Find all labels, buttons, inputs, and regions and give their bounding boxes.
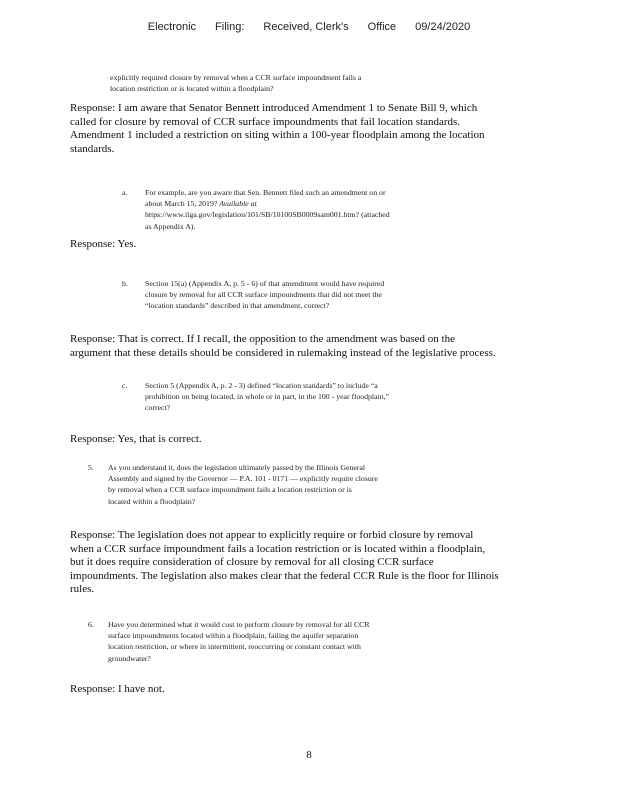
question-6 [88,619,370,664]
response-paragraph [70,102,485,156]
sub-question-c [122,380,389,414]
question-line: correct? [145,403,171,413]
stamp-word: Office [367,21,397,33]
question-line: located within a floodplain? [108,496,196,506]
sub-question-a [122,187,390,232]
stamp-word: Electronic [147,21,197,33]
question-label: c. [122,381,128,390]
response-line: Response: I have not. [70,683,165,695]
response-paragraph [70,433,202,447]
response-line: rules. [70,583,95,595]
question-line: surface impoundments located within a floodplain, failing the aquifer separation [108,631,359,641]
question-line: groundwater? [108,653,151,663]
response-line: impoundments. The legislation also makes clear that the federal CCR Rule is the floor for Illinois [70,569,499,582]
response-paragraph [70,683,165,697]
stamp-word: Received, Clerk's [263,21,349,33]
question-fragment [110,72,361,94]
response-line: but it does require consideration of closure by removal for all closing CCR surface [70,556,434,568]
response-line: Amendment 1 included a restriction on siting within a 100-year floodplain among the location [70,129,485,141]
response-line: Response: Yes, that is correct. [70,433,202,445]
question-line: location restriction or is located within a floodplain? [110,84,274,94]
response-paragraph [70,529,499,597]
question-label: 6. [88,620,94,629]
response-line: called for closure by removal of CCR surface impoundments that fail location standards. [70,115,461,128]
question-label: 5. [88,463,94,472]
question-5 [88,462,378,507]
question-line: Have you determined what it would cost to perform closure by removal for all CCR [108,620,370,629]
response-line: Response: I am aware that Senator Bennett introduced Amendment 1 to Senate Bill 9, which [70,102,478,114]
question-line: “location standards” described in that amendment, correct? [145,301,330,311]
question-line: as Appendix A). [145,221,196,231]
page-number: 8 [306,749,312,761]
stamp-word: Filing: [215,21,245,33]
question-line: Assembly and signed by the Governor — P.A. 101 - 0171 — explicitly require closure [108,474,378,484]
question-label: a. [122,188,128,197]
stamp-date: 09/24/2020 [415,21,471,33]
response-line: Response: The legislation does not appear to explicitly require or forbid closure by removal [70,529,474,541]
question-line: closure by removal for all CCR surface impoundments that did not meet the [145,290,382,300]
response-line: argument that these details should be considered in rulemaking instead of the legislative process. [70,346,496,359]
filing-stamp [0,21,618,33]
question-line: location restriction, or where in intermittent, reoccurring or constant contact with [108,642,361,652]
response-paragraph [70,238,136,252]
sub-question-b [122,278,384,312]
question-line: Section 15(a) (Appendix A, p. 5 - 6) of that amendment would have required [145,279,385,288]
response-line: Response: Yes. [70,238,137,250]
question-line: Section 5 (Appendix A, p. 2 - 3) defined “location standards” to include “a [145,381,378,390]
citation-available-at: Available at [219,199,257,209]
question-line: For example, are you aware that Sen. Bennett filed such an amendment on or [145,188,386,197]
question-line: explicitly required closure by removal when a CCR surface impoundment fails a [110,73,362,82]
question-line: by removal when a CCR surface impoundment fails a location restriction or is [108,485,352,495]
response-line: standards. [70,142,115,155]
legislation-url-link[interactable]: https://www.ilga.gov/legislation/101/SB/10100SB0009sam001.htm? (attached [145,210,390,220]
question-line: prohibition on being located, in whole or in part, in the 100 - year floodplain,” [145,392,390,402]
response-line: Response: That is correct. If I recall, the opposition to the amendment was based on the [70,333,455,345]
response-paragraph [70,333,496,360]
response-line: when a CCR surface impoundment fails a location restriction or is located within a floodplain, [70,542,486,555]
question-line-text: about March 15, 2019? [145,199,218,209]
question-label: b. [122,279,128,288]
question-line: As you understand it, does the legislation ultimately passed by the Illinois General [108,463,366,472]
question-line [145,198,390,209]
